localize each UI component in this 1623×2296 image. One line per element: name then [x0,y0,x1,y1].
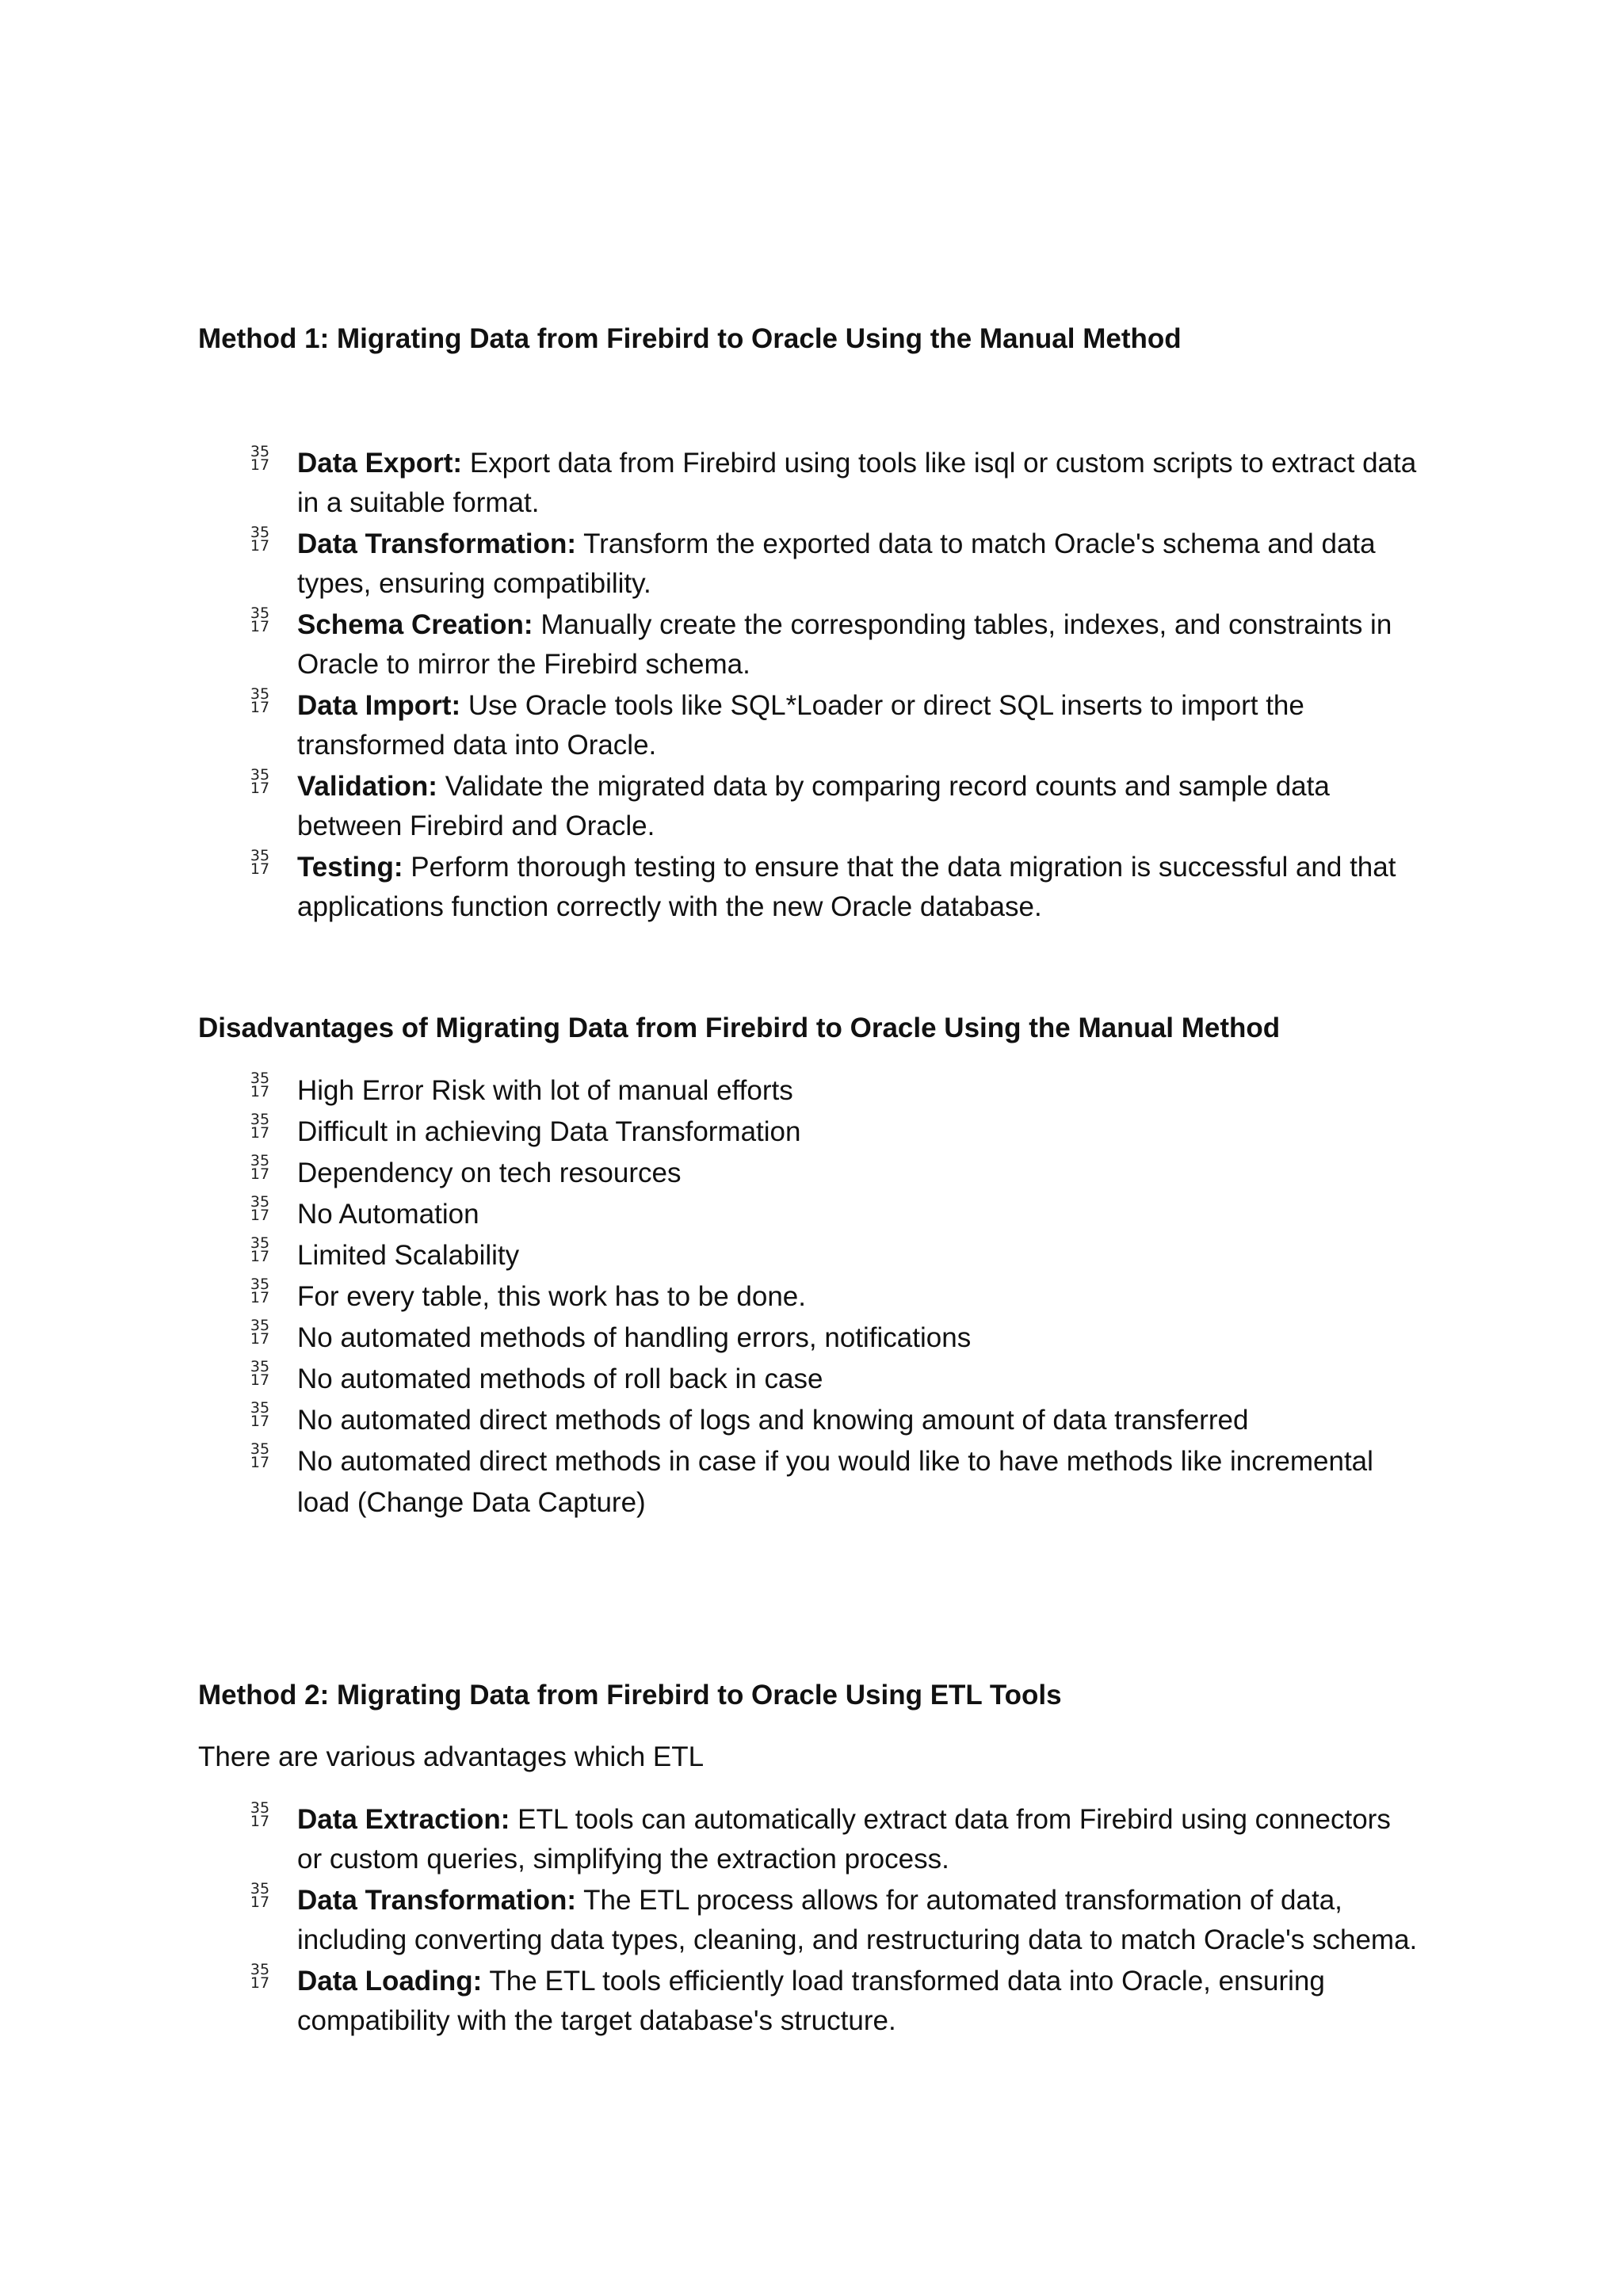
disadvantage-text: Difficult in achieving Data Transformation [297,1116,801,1147]
bullet-icon: 35 17 [250,1234,270,1265]
step-text: Perform thorough testing to ensure that the data migration is successful and that applications function correctly with the new Oracle database. [297,852,1396,922]
bullet-icon: 35 17 [250,766,270,797]
step-term: Data Import: [297,690,461,721]
disadvantage-text: No Automation [297,1199,479,1230]
bullet-icon: 35 17 [250,1193,270,1224]
disadvantage-text: No automated methods of handling errors, notifications [297,1322,972,1353]
list-item [248,1400,1421,1441]
list-item [248,848,1421,927]
list-item [248,605,1421,685]
method2-intro: There are various advantages which ETL [198,1741,705,1772]
bullet-icon: 35 17 [250,1276,270,1306]
bullet-icon: 35 17 [250,605,270,635]
list-item [248,444,1421,523]
step-text: Validate the migrated data by comparing record counts and sample data between Firebird and Oracle. [297,771,1330,841]
method1-heading: Method 1: Migrating Data from Firebird to Oracle Using the Manual Method [198,323,1182,354]
step-text: Export data from Firebird using tools like isql or custom scripts to extract data in a suitable format. [297,448,1417,518]
list-item [248,686,1421,765]
list-item [248,524,1421,604]
bullet-icon: 35 17 [250,1440,270,1471]
bullet-icon: 35 17 [250,443,270,474]
bullet-icon: 35 17 [250,1799,270,1830]
bullet-icon: 35 17 [250,1070,270,1100]
step-term: Testing: [297,852,403,883]
step-term: Validation: [297,771,437,802]
bullet-icon: 35 17 [250,1880,270,1911]
step-text: Use Oracle tools like SQL*Loader or direct SQL inserts to import the transformed data into Oracle. [297,690,1304,761]
list-item [248,767,1421,846]
step-term: Data Export: [297,448,463,479]
step-term: Schema Creation: [297,609,533,640]
bullet-icon: 35 17 [250,847,270,878]
disadvantage-text: No automated direct methods in case if you would like to have methods like incremental load (Change Data Capture) [297,1446,1373,1518]
bullet-icon: 35 17 [250,1111,270,1142]
disadvantage-text: Limited Scalability [297,1240,520,1271]
bullet-icon: 35 17 [250,1358,270,1389]
disadvantage-text: No automated methods of roll back in case [297,1363,823,1394]
list-item [248,1235,1421,1276]
step-term: Data Extraction: [297,1804,510,1835]
step-text: The ETL tools efficiently load transformed data into Oracle, ensuring compatibility with the target database's structure. [297,1966,1325,2036]
bullet-icon: 35 17 [250,1152,270,1183]
bullet-icon: 35 17 [250,1317,270,1348]
step-text: The ETL process allows for automated transformation of data, including converting data types, cleaning, and restructuring data to match Oracle's schema. [297,1885,1418,1955]
disadvantages-heading: Disadvantages of Migrating Data from Firebird to Oracle Using the Manual Method [198,1013,1281,1043]
step-text: Manually create the corresponding tables, indexes, and constraints in Oracle to mirror the Firebird schema. [297,609,1392,680]
method2-steps-list [248,1800,1421,2042]
step-term: Data Loading: [297,1966,483,1997]
list-item [248,1962,1421,2041]
list-item [248,1359,1421,1400]
method1-steps-list [248,444,1421,929]
step-text: ETL tools can automatically extract data from Firebird using connectors or custom queries, simplifying the extraction process. [297,1804,1391,1875]
list-item [248,1441,1421,1524]
step-text: Transform the exported data to match Oracle's schema and data types, ensuring compatibility. [297,528,1376,599]
disadvantage-text: No automated direct methods of logs and knowing amount of data transferred [297,1405,1249,1436]
bullet-icon: 35 17 [250,1961,270,1992]
step-term: Data Transformation: [297,1885,576,1916]
list-item [248,1153,1421,1194]
method2-heading: Method 2: Migrating Data from Firebird to Oracle Using ETL Tools [198,1680,1062,1711]
disadvantage-text: For every table, this work has to be done. [297,1281,806,1312]
list-item [248,1881,1421,1960]
disadvantage-text: Dependency on tech resources [297,1158,682,1188]
disadvantage-text: High Error Risk with lot of manual efforts [297,1075,793,1106]
disadvantages-list [248,1070,1421,1524]
list-item [248,1070,1421,1112]
list-item [248,1276,1421,1318]
bullet-icon: 35 17 [250,685,270,716]
bullet-icon: 35 17 [250,1399,270,1430]
list-item [248,1318,1421,1359]
list-item [248,1800,1421,1879]
list-item [248,1194,1421,1235]
list-item [248,1112,1421,1153]
bullet-icon: 35 17 [250,524,270,555]
step-term: Data Transformation: [297,528,576,559]
